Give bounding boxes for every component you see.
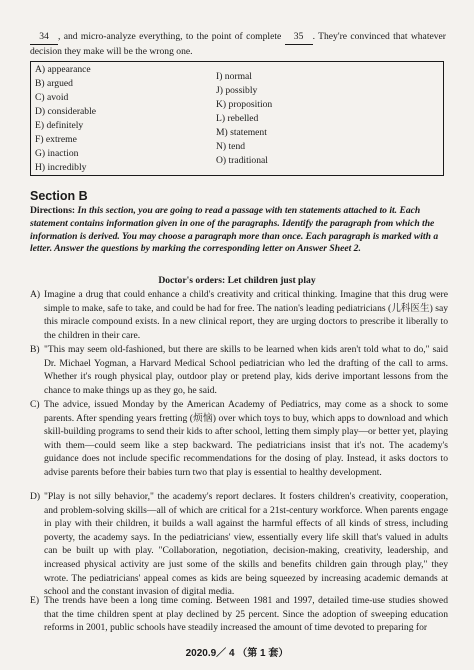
directions-text: In this section, you are going to read a passage with ten statements attached to it. Each statement contains information given in one of the paragraphs. Identify the paragraph from which the information is derived. You may choose a paragraph more than once. Each paragraph is marked with a letter. Answer the questions by marking the corresponding letter on Answer Sheet 2. [30, 205, 439, 255]
intro-paragraph [30, 30, 446, 58]
passage-title: Doctor's orders: Let children just play [158, 275, 316, 286]
page-footer: 2020.9／ 4 （第 1 套） [185, 648, 289, 659]
paragraph-letter: E) [30, 595, 40, 606]
paragraph-e [30, 594, 448, 635]
paragraph-a [30, 288, 448, 342]
option-o: O) traditional [216, 155, 268, 166]
section-heading: Section B [30, 189, 88, 203]
option-d: D) considerable [35, 106, 97, 117]
option-g: G) inaction [35, 148, 79, 159]
option-c: C) avoid [35, 92, 69, 103]
paragraph-b [30, 343, 448, 397]
option-i: I) normal [216, 71, 252, 82]
paragraph-text: The trends have been a long time coming. Between 1981 and 1997, detailed time-use studies showed that the time children spent at play declined by 25 percent. Since the adoption of sweeping education reforms in 2001, public schools have steadily increased the amount of time devoted to preparing for [44, 595, 448, 634]
intro-text-1: , and micro-analyze everything, to the point of complete [58, 31, 285, 42]
directions [30, 205, 448, 256]
option-e: E) definitely [35, 120, 84, 131]
word-bank-box [30, 61, 444, 176]
directions-label: Directions: [30, 205, 76, 216]
intro-text-2: . They're convinced that whatever decision they make will be the wrong one. [30, 31, 446, 57]
paragraph-text: The advice, issued Monday by the American Academy of Pediatrics, may come as a shock to some parents. After spending years fretting (烦恼) over which toys to buy, which apps to download and which skill-building programs to send their kids to after school, letting them simply play—or better yet, playing with them—could seem like a step backward. The pediatricians insist that it's not. The academy's guidance does not include specific recommendations for the dosing of play. Instead, it asks doctors to advise parents before their babies turn two that play is essential to healthy development. [44, 399, 448, 478]
option-h: H) incredibly [35, 162, 87, 173]
paragraph-text: "This may seem old-fashioned, but there are skills to be learned when kids aren't told what to do," said Dr. Michael Yogman, a Harvard Medical School pediatrician who led the drafting of the call to arms. Whether it's rough physical play, outdoor play or pretend play, kids derive important lessons from the chance to make things up as they go, he said. [44, 344, 448, 396]
option-f: F) extreme [35, 134, 77, 145]
paragraph-d [30, 490, 448, 599]
paragraph-letter: D) [30, 491, 41, 502]
paragraph-text: Imagine a drug that could enhance a child's creativity and critical thinking. Imagine that this drug were simple to make, safe to take, and could be had for free. The nation's leading pediatricians (儿科医生) say this miracle compound exists. In a new clinical report, they are urging doctors to prescribe it liberally to the children in their care. [44, 289, 448, 341]
option-k: K) proposition [216, 99, 273, 110]
paragraph-letter: B) [30, 344, 40, 355]
blank-34[interactable]: 34 [30, 30, 58, 45]
option-l: L) rebelled [216, 113, 259, 124]
paragraph-letter: C) [30, 399, 40, 410]
blank-35[interactable]: 35 [285, 30, 313, 45]
option-j: J) possibly [216, 85, 258, 96]
option-m: M) statement [216, 127, 267, 138]
option-n: N) tend [216, 141, 246, 152]
option-b: B) argued [35, 78, 73, 89]
option-a: A) appearance [35, 64, 91, 75]
paragraph-c [30, 398, 448, 480]
paragraph-text: "Play is not silly behavior," the academy's report declares. It fosters children's creativity, cooperation, and problem-solving skills—all of which are critical for a 21st-century workforce. When parents engage in play with their children, it builds a wall against the harmful effects of all kinds of stress, including poverty, the academy says. In the pediatricians' view, essentially every life skill that's valued in adults can be built up with play. "Collaboration, negotiation, decision-making, creativity, leadership, and increased physical activity are just some of the skills and benefits children gain through play," they wrote. The pediatricians' appeal comes as kids are being squeezed by increasing academic demands at school and the constant invasion of digital media. [44, 491, 448, 598]
paragraph-letter: A) [30, 289, 41, 300]
